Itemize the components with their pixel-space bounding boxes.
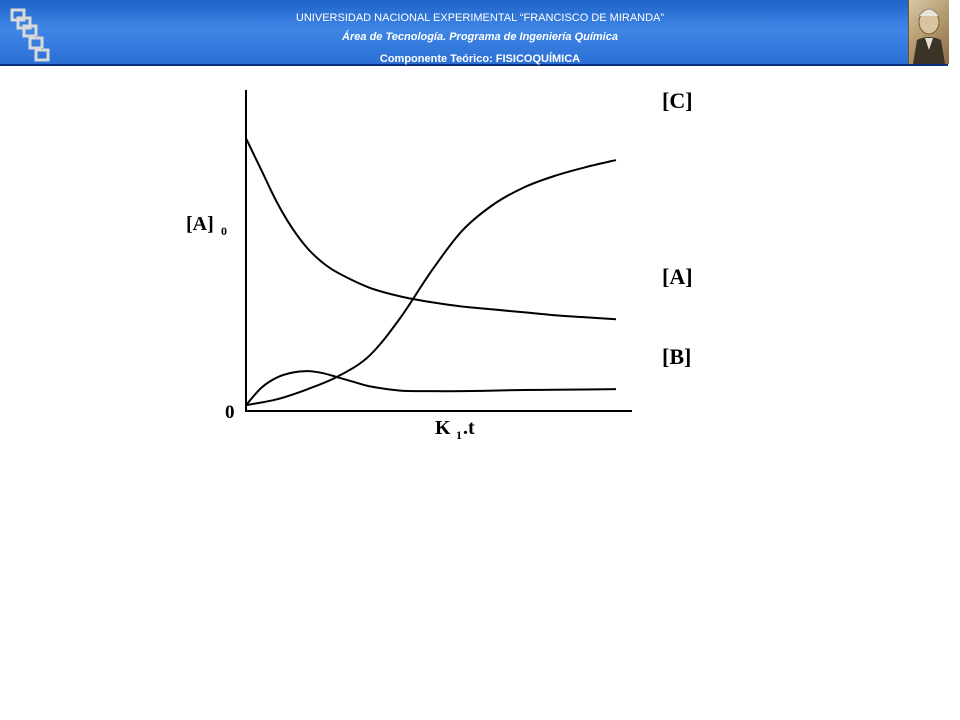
origin-label: 0 bbox=[225, 402, 235, 423]
y-axis-label-subscript: 0 bbox=[221, 224, 227, 238]
series-label-a: [A] bbox=[662, 264, 693, 289]
header-university-name: UNIVERSIDAD NACIONAL EXPERIMENTAL “FRANCISCO DE MIRANDA” bbox=[295, 12, 665, 24]
series-line-c bbox=[246, 160, 616, 405]
series-line-b bbox=[246, 371, 616, 405]
header-program-name: Área de Tecnología. Programa de Ingeniería Química bbox=[342, 31, 618, 43]
x-axis-label: K bbox=[435, 417, 451, 439]
series-label-b: [B] bbox=[662, 344, 692, 369]
x-axis-label-suffix: .t bbox=[463, 417, 475, 439]
series-label-c: [C] bbox=[662, 88, 693, 113]
series-line-a bbox=[246, 138, 616, 319]
header-course-name: Componente Teórico: FISICOQUÍMICA bbox=[379, 53, 581, 65]
y-axis-label: [A] bbox=[186, 213, 214, 235]
x-axis-label-subscript: 1 bbox=[456, 428, 462, 442]
